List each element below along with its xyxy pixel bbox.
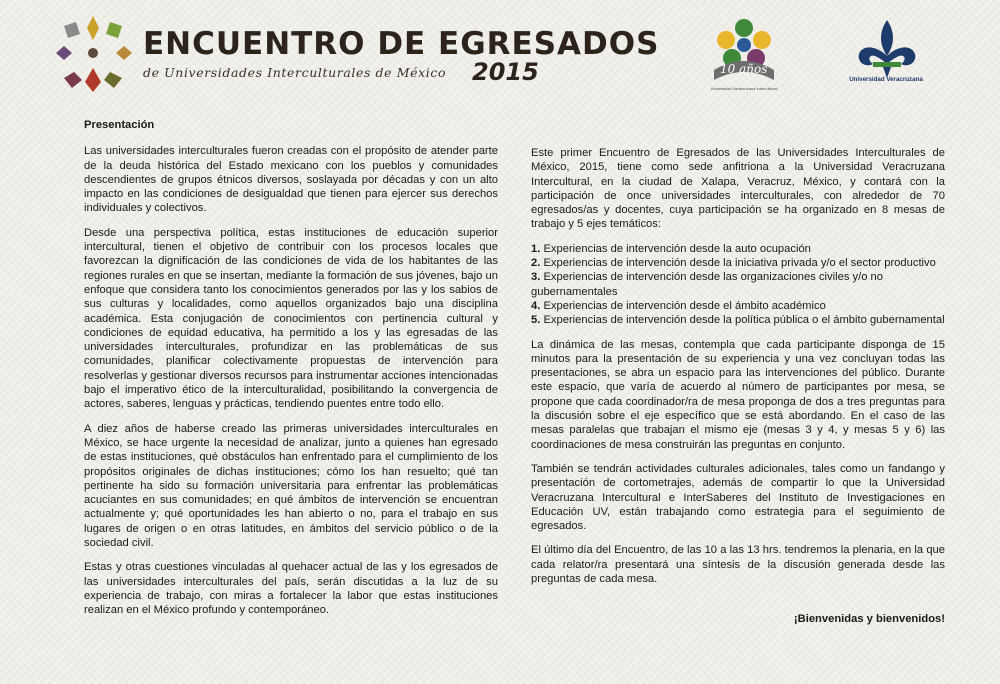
list-number: 3. xyxy=(531,271,541,284)
paragraph: La dinámica de las mesas, contempla que cada participante disponga de 15 minutos para la presentación de su experiencia y una vez concluyan todas las presentaciones, se abra un espacio para las intervenciones del público. Durante este espacio, que varía de acuerdo al número de participantes por mesa, se propone que cada coordinador/ra de mesa proponga de dos a tres preguntas para la discusión sobre el eje específico que se está abordando. En el caso de las mesas paralelas que trabajan el mismo eje (mesas 3 y 4, y mesas 5 y 6) las coordinaciones de mesa construirán las preguntas en conjunto. xyxy=(531,338,945,451)
paragraph: El último día del Encuentro, de las 10 a las 13 hrs. tendremos la plenaria, en la que cada relator/ra presentará una síntesis de la discusión generada desde las preguntas de cada mesa. xyxy=(531,544,945,586)
paragraph: Estas y otras cuestiones vinculadas al quehacer actual de las y los egresados de las universidades interculturales del país, serán discutidas a la luz de su experiencia de trabajo, con miras a fortalecer la labor que estas instituciones realizan en el México profundo y contemporáneo. xyxy=(84,561,498,617)
list-text: Experiencias de intervención desde el ámbito académico xyxy=(543,299,826,312)
header xyxy=(0,0,1000,110)
paragraph: A diez años de haberse creado las primeras universidades interculturales en México, se hace urgente la necesidad de analizar, junto a quienes han egresado de estas instituciones, qué obstáculos han enfrentado para el cumplimiento de los propósitos originales de dichas instituciones; cómo los han resuelto; qué tan pertinente ha sido su formación universitaria para enfrentar las problemáticas acuciantes en sus comunidades; en qué ámbitos de intervención se encuentran actualmente y; qué oportunidades les han abierto o no, para el trabajo en sus lugares de origen o en otras latitudes, en ámbitos del servicio público o de la sociedad civil. xyxy=(84,422,498,550)
list-item xyxy=(531,270,945,299)
left-column xyxy=(84,118,498,628)
event-emblem-logo xyxy=(52,12,134,94)
list-item xyxy=(531,242,945,256)
event-subtitle: de Universidades Interculturales de México xyxy=(143,65,447,80)
paragraph: Desde una perspectiva política, estas instituciones de educación superior intercultural, tienen el objetivo de contribuir con los procesos locales que favorezcan la dignificación de las condiciones de vida de los habitantes de las regiones rurales en que se insertan, mediante la formación de sus jóvenes, bajo un enfoque que considera tanto los conocimientos generados por las y los sabios de sus culturas y localidades, como aquellos organizados bajo una disciplina académica. Esta conjugación de conocimientos con pertinencia cultural y condiciones de equidad educativa, ha permitido a los y las egresadas de las universidades interculturales, profundizar en las problemáticas de sus comunidades, planificar colectivamente propuestas de intervención para resolverlas y gestionar diversos recursos para instrumentar acciones intencionadas bajo el imperativo ético de la interculturalidad, posibilitando la convergencia de actores, saberes, lenguas y prácticas, tendiendo puentes entre todo ello. xyxy=(84,226,498,411)
right-column xyxy=(531,146,945,627)
paragraph: Las universidades interculturales fueron creadas con el propósito de atender parte de la deuda histórica del Estado mexicano con los pueblos y comunidades descendientes de grupos étnicos diversos, soslayada por décadas y con un alto impacto en las condiciones de desigualdad que tienen para ejercer sus derechos individuales y colectivos. xyxy=(84,145,498,215)
closing-greeting: ¡Bienvenidas y bienvenidos! xyxy=(793,613,945,626)
ten-years-label: 10 años xyxy=(720,62,768,76)
list-item xyxy=(531,299,945,313)
paragraph: Este primer Encuentro de Egresados de las Universidades Interculturales de México, 2015, tiene como sede anfitriona a la Universidad Veracruzana Intercultural, en la ciudad de Xalapa, Veracruz, México, y contará con la participación de once universidades interculturales, con alrededor de 70 egresados/as y docentes, cuya participación se ha organizado en 8 mesas de trabajo y 5 ejes temáticos: xyxy=(531,147,945,231)
list-item xyxy=(531,313,945,327)
list-number: 5. xyxy=(531,314,541,327)
themes-list xyxy=(531,242,945,328)
list-text: Experiencias de intervención desde la iniciativa privada y/o el sector productivo xyxy=(543,257,936,270)
event-title: ENCUENTRO DE EGRESADOS xyxy=(143,26,660,62)
list-text: Experiencias de intervención desde la auto ocupación xyxy=(543,242,811,255)
ten-years-caption: Universidad Veracruzana Intercultural xyxy=(710,86,778,91)
list-item xyxy=(531,256,945,270)
list-number: 1. xyxy=(531,242,541,255)
list-number: 4. xyxy=(531,299,541,312)
list-text: Experiencias de intervención desde la política pública o el ámbito gubernamental xyxy=(543,314,945,327)
uv-caption: Universidad Veracruzana xyxy=(849,76,923,83)
event-year: 2015 xyxy=(472,58,539,86)
paragraph: También se tendrán actividades culturales adicionales, tales como un fandango y presentación de cortometrajes, además de compartir lo que la Universidad Veracruzana Intercultural e InterSaberes del Instituto de Investigaciones en Educación UV, están trabajando como estrategia para el seguimiento de egresados. xyxy=(531,462,945,533)
list-number: 2. xyxy=(531,257,541,270)
list-text: Experiencias de intervención desde las organizaciones civiles y/o no gubernamentales xyxy=(531,271,884,298)
section-heading: Presentación xyxy=(84,119,155,131)
